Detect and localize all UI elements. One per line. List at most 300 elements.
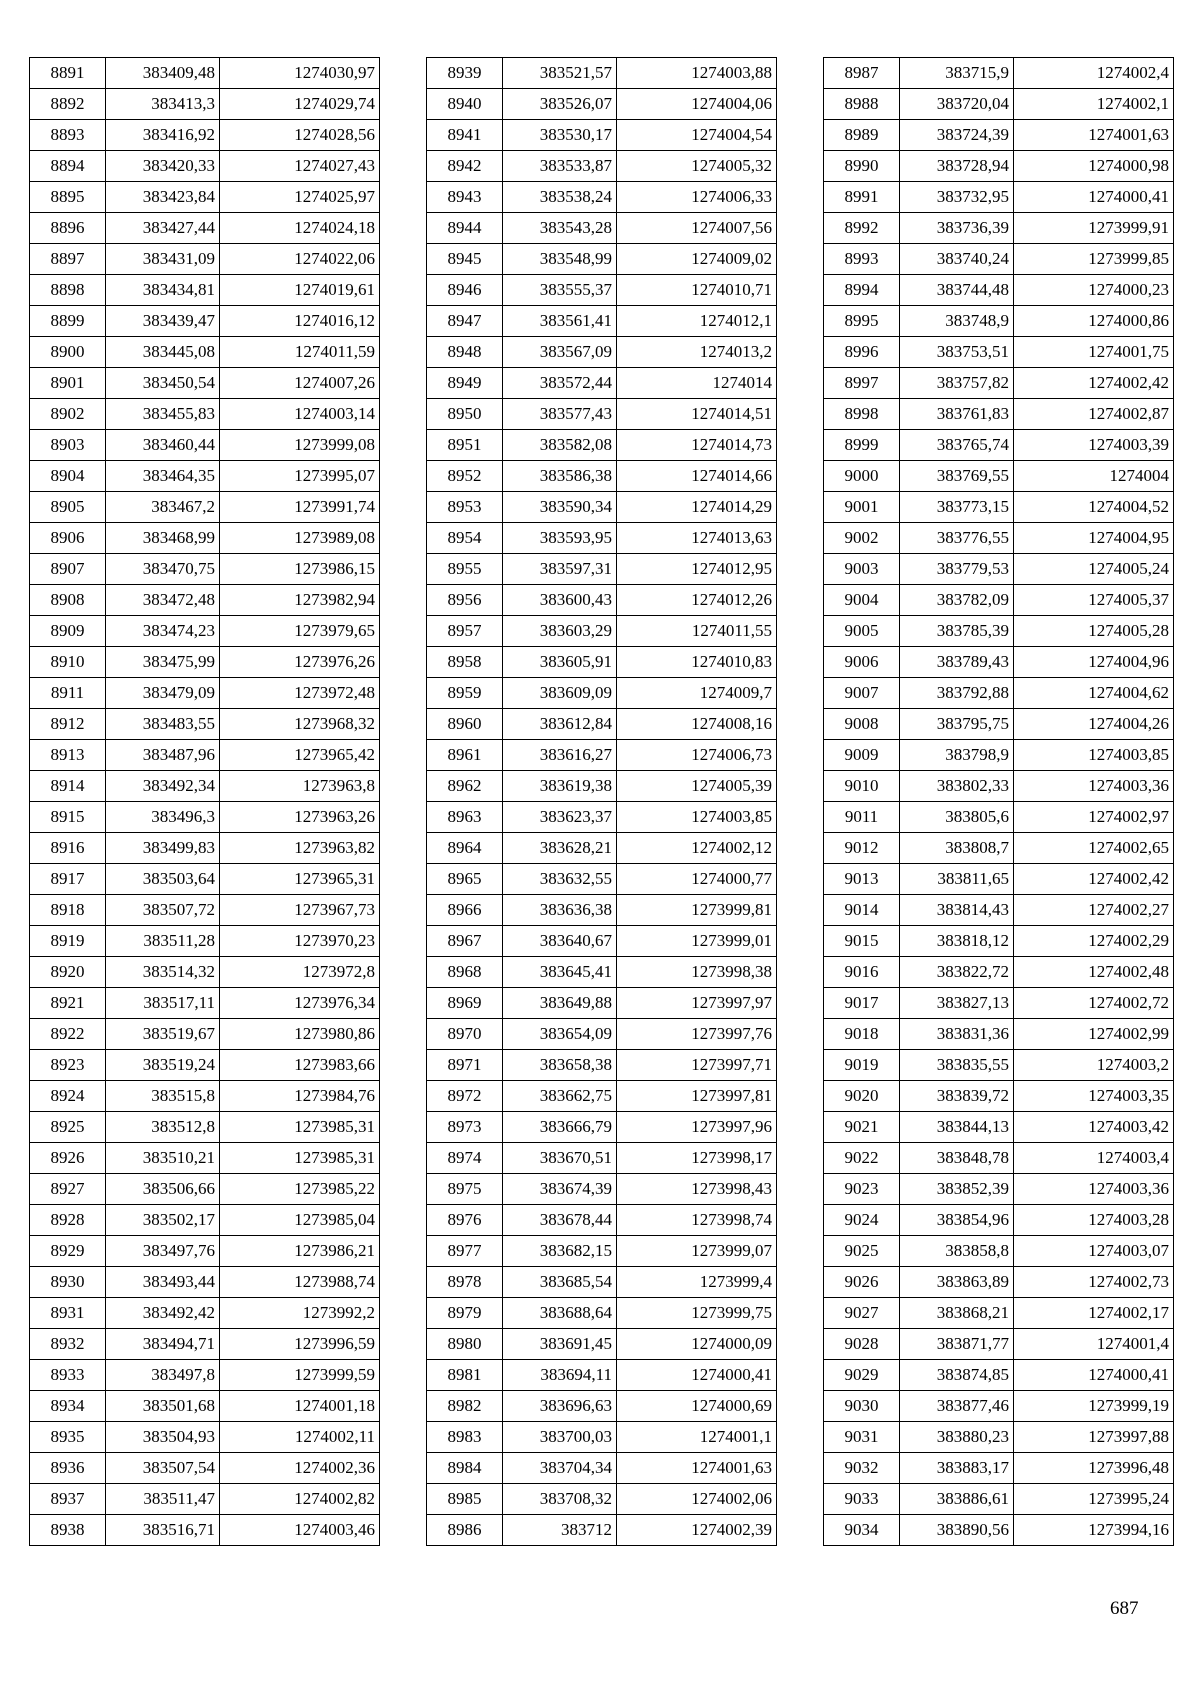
point-number-cell: 8972 [427, 1081, 503, 1112]
y-coordinate-cell: 1273982,94 [220, 585, 380, 616]
y-coordinate-cell: 1274002,27 [1014, 895, 1174, 926]
table-row [427, 802, 777, 833]
table-row [427, 182, 777, 213]
table-row [427, 678, 777, 709]
x-coordinate-cell: 383779,53 [900, 554, 1014, 585]
point-number-cell: 9011 [824, 802, 900, 833]
table-row [30, 709, 380, 740]
table-row [824, 926, 1174, 957]
point-number-cell: 9030 [824, 1391, 900, 1422]
point-number-cell: 8967 [427, 926, 503, 957]
point-number-cell: 8983 [427, 1422, 503, 1453]
table-row [824, 1484, 1174, 1515]
x-coordinate-cell: 383736,39 [900, 213, 1014, 244]
y-coordinate-cell: 1273996,48 [1014, 1453, 1174, 1484]
table-row [30, 1484, 380, 1515]
point-number-cell: 8911 [30, 678, 106, 709]
y-coordinate-cell: 1273965,31 [220, 864, 380, 895]
y-coordinate-cell: 1274003,07 [1014, 1236, 1174, 1267]
y-coordinate-cell: 1273995,24 [1014, 1484, 1174, 1515]
x-coordinate-cell: 383685,54 [503, 1267, 617, 1298]
x-coordinate-cell: 383720,04 [900, 89, 1014, 120]
table-row [427, 58, 777, 89]
x-coordinate-cell: 383654,09 [503, 1019, 617, 1050]
table-row [30, 1515, 380, 1546]
x-coordinate-cell: 383732,95 [900, 182, 1014, 213]
point-number-cell: 8908 [30, 585, 106, 616]
point-number-cell: 9013 [824, 864, 900, 895]
y-coordinate-cell: 1274000,23 [1014, 275, 1174, 306]
point-number-cell: 8994 [824, 275, 900, 306]
x-coordinate-cell: 383506,66 [106, 1174, 220, 1205]
y-coordinate-cell: 1274005,32 [617, 151, 777, 182]
y-coordinate-cell: 1273997,96 [617, 1112, 777, 1143]
y-coordinate-cell: 1274003,14 [220, 399, 380, 430]
y-coordinate-cell: 1274002,42 [1014, 368, 1174, 399]
point-number-cell: 9006 [824, 647, 900, 678]
x-coordinate-cell: 383880,23 [900, 1422, 1014, 1453]
point-number-cell: 8974 [427, 1143, 503, 1174]
x-coordinate-cell: 383593,95 [503, 523, 617, 554]
point-number-cell: 8966 [427, 895, 503, 926]
x-coordinate-cell: 383597,31 [503, 554, 617, 585]
y-coordinate-cell: 1273998,17 [617, 1143, 777, 1174]
x-coordinate-cell: 383567,09 [503, 337, 617, 368]
point-number-cell: 8986 [427, 1515, 503, 1546]
point-number-cell: 9023 [824, 1174, 900, 1205]
table-row [427, 430, 777, 461]
y-coordinate-cell: 1273986,21 [220, 1236, 380, 1267]
table-row [427, 244, 777, 275]
y-coordinate-cell: 1273997,71 [617, 1050, 777, 1081]
y-coordinate-cell: 1274002,1 [1014, 89, 1174, 120]
table-row [824, 833, 1174, 864]
x-coordinate-cell: 383789,43 [900, 647, 1014, 678]
x-coordinate-cell: 383753,51 [900, 337, 1014, 368]
table-row [427, 1019, 777, 1050]
x-coordinate-cell: 383450,54 [106, 368, 220, 399]
y-coordinate-cell: 1273999,91 [1014, 213, 1174, 244]
point-number-cell: 8996 [824, 337, 900, 368]
table-row [30, 492, 380, 523]
y-coordinate-cell: 1273999,4 [617, 1267, 777, 1298]
point-number-cell: 9033 [824, 1484, 900, 1515]
point-number-cell: 8902 [30, 399, 106, 430]
x-coordinate-cell: 383516,71 [106, 1515, 220, 1546]
x-coordinate-cell: 383715,9 [900, 58, 1014, 89]
y-coordinate-cell: 1274027,43 [220, 151, 380, 182]
point-number-cell: 8940 [427, 89, 503, 120]
x-coordinate-cell: 383413,3 [106, 89, 220, 120]
table-row [30, 1422, 380, 1453]
point-number-cell: 9000 [824, 461, 900, 492]
y-coordinate-cell: 1274002,97 [1014, 802, 1174, 833]
x-coordinate-cell: 383666,79 [503, 1112, 617, 1143]
x-coordinate-cell: 383487,96 [106, 740, 220, 771]
point-number-cell: 9031 [824, 1422, 900, 1453]
point-number-cell: 8977 [427, 1236, 503, 1267]
x-coordinate-cell: 383538,24 [503, 182, 617, 213]
table-row [30, 926, 380, 957]
point-number-cell: 8919 [30, 926, 106, 957]
point-number-cell: 8981 [427, 1360, 503, 1391]
table-row [30, 1236, 380, 1267]
y-coordinate-cell: 1274002,65 [1014, 833, 1174, 864]
table-row [824, 802, 1174, 833]
point-number-cell: 9021 [824, 1112, 900, 1143]
table-row [824, 709, 1174, 740]
table-row [427, 523, 777, 554]
coordinate-table-1 [29, 57, 380, 1546]
point-number-cell: 8987 [824, 58, 900, 89]
y-coordinate-cell: 1273999,07 [617, 1236, 777, 1267]
x-coordinate-cell: 383662,75 [503, 1081, 617, 1112]
y-coordinate-cell: 1274016,12 [220, 306, 380, 337]
x-coordinate-cell: 383423,84 [106, 182, 220, 213]
y-coordinate-cell: 1274014,66 [617, 461, 777, 492]
x-coordinate-cell: 383628,21 [503, 833, 617, 864]
table-row [824, 771, 1174, 802]
point-number-cell: 9003 [824, 554, 900, 585]
y-coordinate-cell: 1274002,36 [220, 1453, 380, 1484]
x-coordinate-cell: 383658,38 [503, 1050, 617, 1081]
coordinate-table-body [824, 58, 1174, 1546]
x-coordinate-cell: 383831,36 [900, 1019, 1014, 1050]
x-coordinate-cell: 383691,45 [503, 1329, 617, 1360]
x-coordinate-cell: 383507,54 [106, 1453, 220, 1484]
y-coordinate-cell: 1274003,36 [1014, 1174, 1174, 1205]
x-coordinate-cell: 383492,42 [106, 1298, 220, 1329]
x-coordinate-cell: 383724,39 [900, 120, 1014, 151]
x-coordinate-cell: 383649,88 [503, 988, 617, 1019]
x-coordinate-cell: 383494,71 [106, 1329, 220, 1360]
x-coordinate-cell: 383577,43 [503, 399, 617, 430]
point-number-cell: 8925 [30, 1112, 106, 1143]
x-coordinate-cell: 383700,03 [503, 1422, 617, 1453]
table-row [824, 430, 1174, 461]
point-number-cell: 9014 [824, 895, 900, 926]
table-row [824, 1205, 1174, 1236]
x-coordinate-cell: 383514,32 [106, 957, 220, 988]
x-coordinate-cell: 383773,15 [900, 492, 1014, 523]
table-row [824, 1453, 1174, 1484]
table-row [824, 368, 1174, 399]
x-coordinate-cell: 383818,12 [900, 926, 1014, 957]
y-coordinate-cell: 1274004,95 [1014, 523, 1174, 554]
table-row [824, 1236, 1174, 1267]
table-row [824, 1081, 1174, 1112]
x-coordinate-cell: 383858,8 [900, 1236, 1014, 1267]
table-row [30, 213, 380, 244]
table-row [30, 895, 380, 926]
y-coordinate-cell: 1274014 [617, 368, 777, 399]
table-row [30, 1112, 380, 1143]
y-coordinate-cell: 1274002,48 [1014, 957, 1174, 988]
x-coordinate-cell: 383493,44 [106, 1267, 220, 1298]
y-coordinate-cell: 1274006,73 [617, 740, 777, 771]
x-coordinate-cell: 383805,6 [900, 802, 1014, 833]
x-coordinate-cell: 383827,13 [900, 988, 1014, 1019]
y-coordinate-cell: 1273985,31 [220, 1143, 380, 1174]
x-coordinate-cell: 383854,96 [900, 1205, 1014, 1236]
y-coordinate-cell: 1274009,02 [617, 244, 777, 275]
table-row [427, 120, 777, 151]
x-coordinate-cell: 383877,46 [900, 1391, 1014, 1422]
y-coordinate-cell: 1274001,4 [1014, 1329, 1174, 1360]
table-row [30, 461, 380, 492]
point-number-cell: 9034 [824, 1515, 900, 1546]
table-row [427, 926, 777, 957]
x-coordinate-cell: 383468,99 [106, 523, 220, 554]
page-number: 687 [1110, 1598, 1139, 1619]
table-row [824, 647, 1174, 678]
y-coordinate-cell: 1274013,63 [617, 523, 777, 554]
table-row [824, 1143, 1174, 1174]
y-coordinate-cell: 1273980,86 [220, 1019, 380, 1050]
point-number-cell: 8988 [824, 89, 900, 120]
x-coordinate-cell: 383609,09 [503, 678, 617, 709]
x-coordinate-cell: 383479,09 [106, 678, 220, 709]
table-row [824, 864, 1174, 895]
x-coordinate-cell: 383582,08 [503, 430, 617, 461]
table-row [30, 1453, 380, 1484]
x-coordinate-cell: 383512,8 [106, 1112, 220, 1143]
x-coordinate-cell: 383776,55 [900, 523, 1014, 554]
table-row [427, 399, 777, 430]
y-coordinate-cell: 1273997,88 [1014, 1422, 1174, 1453]
point-number-cell: 9004 [824, 585, 900, 616]
point-number-cell: 8941 [427, 120, 503, 151]
point-number-cell: 8912 [30, 709, 106, 740]
table-row [824, 1298, 1174, 1329]
table-row [824, 461, 1174, 492]
point-number-cell: 8934 [30, 1391, 106, 1422]
table-row [824, 616, 1174, 647]
y-coordinate-cell: 1274011,59 [220, 337, 380, 368]
table-row [427, 988, 777, 1019]
y-coordinate-cell: 1273970,23 [220, 926, 380, 957]
x-coordinate-cell: 383670,51 [503, 1143, 617, 1174]
y-coordinate-cell: 1273999,08 [220, 430, 380, 461]
x-coordinate-cell: 383740,24 [900, 244, 1014, 275]
point-number-cell: 8999 [824, 430, 900, 461]
y-coordinate-cell: 1273996,59 [220, 1329, 380, 1360]
x-coordinate-cell: 383678,44 [503, 1205, 617, 1236]
point-number-cell: 8964 [427, 833, 503, 864]
x-coordinate-cell: 383844,13 [900, 1112, 1014, 1143]
y-coordinate-cell: 1274013,2 [617, 337, 777, 368]
table-row [427, 306, 777, 337]
y-coordinate-cell: 1273965,42 [220, 740, 380, 771]
point-number-cell: 8942 [427, 151, 503, 182]
y-coordinate-cell: 1274000,98 [1014, 151, 1174, 182]
x-coordinate-cell: 383674,39 [503, 1174, 617, 1205]
table-row [824, 895, 1174, 926]
point-number-cell: 8924 [30, 1081, 106, 1112]
point-number-cell: 8975 [427, 1174, 503, 1205]
point-number-cell: 8901 [30, 368, 106, 399]
table-row [30, 833, 380, 864]
y-coordinate-cell: 1274007,26 [220, 368, 380, 399]
table-row [30, 399, 380, 430]
x-coordinate-cell: 383470,75 [106, 554, 220, 585]
x-coordinate-cell: 383623,37 [503, 802, 617, 833]
point-number-cell: 8932 [30, 1329, 106, 1360]
x-coordinate-cell: 383519,24 [106, 1050, 220, 1081]
x-coordinate-cell: 383455,83 [106, 399, 220, 430]
point-number-cell: 8973 [427, 1112, 503, 1143]
table-row [824, 182, 1174, 213]
point-number-cell: 8943 [427, 182, 503, 213]
x-coordinate-cell: 383708,32 [503, 1484, 617, 1515]
x-coordinate-cell: 383460,44 [106, 430, 220, 461]
point-number-cell: 8939 [427, 58, 503, 89]
y-coordinate-cell: 1274002,11 [220, 1422, 380, 1453]
x-coordinate-cell: 383616,27 [503, 740, 617, 771]
y-coordinate-cell: 1274002,29 [1014, 926, 1174, 957]
x-coordinate-cell: 383765,74 [900, 430, 1014, 461]
point-number-cell: 8916 [30, 833, 106, 864]
table-row [30, 988, 380, 1019]
y-coordinate-cell: 1274012,1 [617, 306, 777, 337]
table-row [30, 1360, 380, 1391]
x-coordinate-cell: 383492,34 [106, 771, 220, 802]
y-coordinate-cell: 1273963,82 [220, 833, 380, 864]
y-coordinate-cell: 1274005,28 [1014, 616, 1174, 647]
x-coordinate-cell: 383439,47 [106, 306, 220, 337]
point-number-cell: 8898 [30, 275, 106, 306]
point-number-cell: 8936 [30, 1453, 106, 1484]
y-coordinate-cell: 1273999,59 [220, 1360, 380, 1391]
y-coordinate-cell: 1274010,83 [617, 647, 777, 678]
table-row [30, 616, 380, 647]
y-coordinate-cell: 1274002,73 [1014, 1267, 1174, 1298]
point-number-cell: 9001 [824, 492, 900, 523]
y-coordinate-cell: 1273999,85 [1014, 244, 1174, 275]
y-coordinate-cell: 1274002,12 [617, 833, 777, 864]
x-coordinate-cell: 383501,68 [106, 1391, 220, 1422]
y-coordinate-cell: 1274024,18 [220, 213, 380, 244]
x-coordinate-cell: 383769,55 [900, 461, 1014, 492]
table-row [427, 337, 777, 368]
y-coordinate-cell: 1274019,61 [220, 275, 380, 306]
y-coordinate-cell: 1274002,4 [1014, 58, 1174, 89]
table-row [30, 430, 380, 461]
point-number-cell: 8947 [427, 306, 503, 337]
y-coordinate-cell: 1274007,56 [617, 213, 777, 244]
x-coordinate-cell: 383757,82 [900, 368, 1014, 399]
point-number-cell: 8892 [30, 89, 106, 120]
x-coordinate-cell: 383515,8 [106, 1081, 220, 1112]
x-coordinate-cell: 383543,28 [503, 213, 617, 244]
y-coordinate-cell: 1273989,08 [220, 523, 380, 554]
table-row [30, 275, 380, 306]
x-coordinate-cell: 383744,48 [900, 275, 1014, 306]
y-coordinate-cell: 1274000,41 [1014, 1360, 1174, 1391]
point-number-cell: 8891 [30, 58, 106, 89]
point-number-cell: 8957 [427, 616, 503, 647]
x-coordinate-cell: 383603,29 [503, 616, 617, 647]
y-coordinate-cell: 1274000,77 [617, 864, 777, 895]
y-coordinate-cell: 1274001,18 [220, 1391, 380, 1422]
point-number-cell: 8946 [427, 275, 503, 306]
point-number-cell: 8909 [30, 616, 106, 647]
y-coordinate-cell: 1274014,29 [617, 492, 777, 523]
x-coordinate-cell: 383890,56 [900, 1515, 1014, 1546]
table-row [30, 89, 380, 120]
y-coordinate-cell: 1273997,76 [617, 1019, 777, 1050]
table-row [824, 399, 1174, 430]
point-number-cell: 8978 [427, 1267, 503, 1298]
table-row [824, 740, 1174, 771]
point-number-cell: 9017 [824, 988, 900, 1019]
y-coordinate-cell: 1274025,97 [220, 182, 380, 213]
y-coordinate-cell: 1273968,32 [220, 709, 380, 740]
point-number-cell: 8998 [824, 399, 900, 430]
point-number-cell: 9026 [824, 1267, 900, 1298]
table-row [427, 1174, 777, 1205]
x-coordinate-cell: 383748,9 [900, 306, 1014, 337]
table-row [30, 337, 380, 368]
table-row [427, 1267, 777, 1298]
table-row [824, 523, 1174, 554]
y-coordinate-cell: 1274001,75 [1014, 337, 1174, 368]
x-coordinate-cell: 383874,85 [900, 1360, 1014, 1391]
x-coordinate-cell: 383848,78 [900, 1143, 1014, 1174]
table-row [30, 182, 380, 213]
table-row [30, 523, 380, 554]
x-coordinate-cell: 383517,11 [106, 988, 220, 1019]
point-number-cell: 8962 [427, 771, 503, 802]
table-row [427, 957, 777, 988]
y-coordinate-cell: 1274002,87 [1014, 399, 1174, 430]
x-coordinate-cell: 383868,21 [900, 1298, 1014, 1329]
table-row [824, 988, 1174, 1019]
point-number-cell: 8905 [30, 492, 106, 523]
point-number-cell: 9019 [824, 1050, 900, 1081]
table-row [824, 1174, 1174, 1205]
x-coordinate-cell: 383612,84 [503, 709, 617, 740]
y-coordinate-cell: 1273997,81 [617, 1081, 777, 1112]
table-row [824, 151, 1174, 182]
x-coordinate-cell: 383420,33 [106, 151, 220, 182]
x-coordinate-cell: 383475,99 [106, 647, 220, 678]
x-coordinate-cell: 383511,28 [106, 926, 220, 957]
point-number-cell: 8982 [427, 1391, 503, 1422]
x-coordinate-cell: 383636,38 [503, 895, 617, 926]
x-coordinate-cell: 383704,34 [503, 1453, 617, 1484]
table-row [427, 1081, 777, 1112]
y-coordinate-cell: 1274029,74 [220, 89, 380, 120]
table-row [824, 585, 1174, 616]
y-coordinate-cell: 1274000,86 [1014, 306, 1174, 337]
x-coordinate-cell: 383696,63 [503, 1391, 617, 1422]
point-number-cell: 8896 [30, 213, 106, 244]
table-row [824, 554, 1174, 585]
x-coordinate-cell: 383590,34 [503, 492, 617, 523]
point-number-cell: 8933 [30, 1360, 106, 1391]
x-coordinate-cell: 383496,3 [106, 802, 220, 833]
y-coordinate-cell: 1273999,75 [617, 1298, 777, 1329]
table-row [427, 89, 777, 120]
table-row [30, 554, 380, 585]
point-number-cell: 9024 [824, 1205, 900, 1236]
table-row [30, 58, 380, 89]
point-number-cell: 8961 [427, 740, 503, 771]
point-number-cell: 9009 [824, 740, 900, 771]
point-number-cell: 8954 [427, 523, 503, 554]
coordinate-table-2 [426, 57, 777, 1546]
